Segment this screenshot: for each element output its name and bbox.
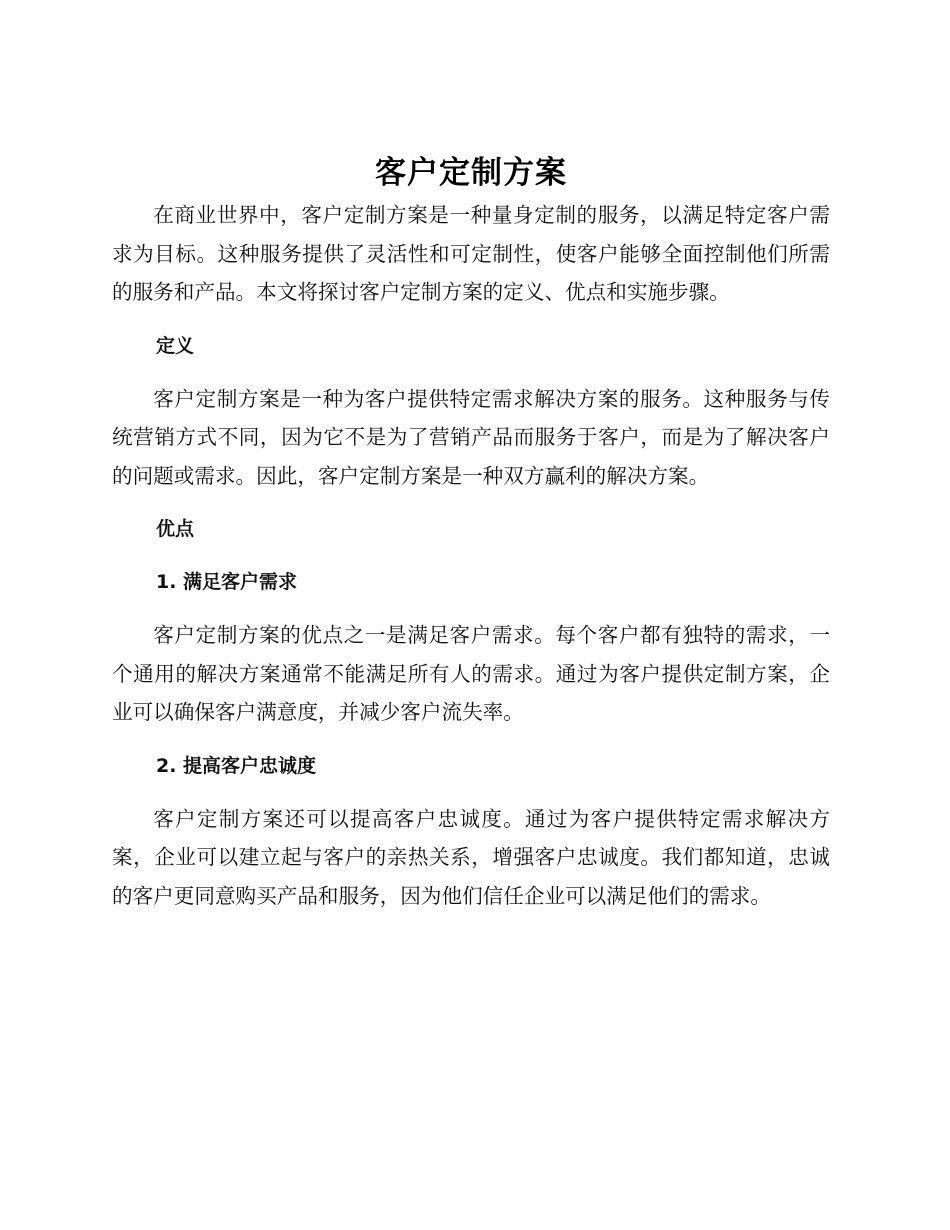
spacer <box>112 599 830 616</box>
document-page <box>112 150 830 915</box>
advantage-1-heading: 1. 满足客户需求 <box>156 571 298 593</box>
intro-paragraph: 在商业世界中，客户定制方案是一种量身定制的服务，以满足特定客户需求为目标。这种服务提供了灵活性和可定制性，使客户能够全面控制他们所需的服务和产品。本文将探讨客户定制方案的定义、优点和实施步骤。 <box>112 203 830 304</box>
definition-paragraph: 客户定制方案是一种为客户提供特定需求解决方案的服务。这种服务与传统营销方式不同，因为它不是为了营销产品而服务于客户，而是为了解决客户的问题或需求。因此，客户定制方案是一种双方赢利的解决方案。 <box>112 386 830 488</box>
spacer <box>112 783 830 800</box>
advantage-1-paragraph: 客户定制方案的优点之一是满足客户需求。每个客户都有独特的需求，一个通用的解决方案通常不能满足所有人的需求。通过为客户提供定制方案，企业可以确保客户满意度，并减少客户流失率。 <box>112 623 830 724</box>
advantages-heading: 优点 <box>156 518 195 540</box>
spacer <box>112 363 830 380</box>
document-title: 客户定制方案 <box>375 155 567 191</box>
spacer <box>112 312 830 329</box>
spacer <box>112 495 830 512</box>
advantage-2-paragraph: 客户定制方案还可以提高客户忠诚度。通过为客户提供特定需求解决方案，企业可以建立起与客户的亲热关系，增强客户忠诚度。我们都知道，忠诚的客户更同意购买产品和服务，因为他们信任企业可以满足他们的需求。 <box>112 806 830 908</box>
spacer <box>112 732 830 749</box>
advantage-2-heading: 2. 提高客户忠诚度 <box>156 754 317 777</box>
definition-heading: 定义 <box>156 334 195 357</box>
spacer <box>112 546 830 565</box>
